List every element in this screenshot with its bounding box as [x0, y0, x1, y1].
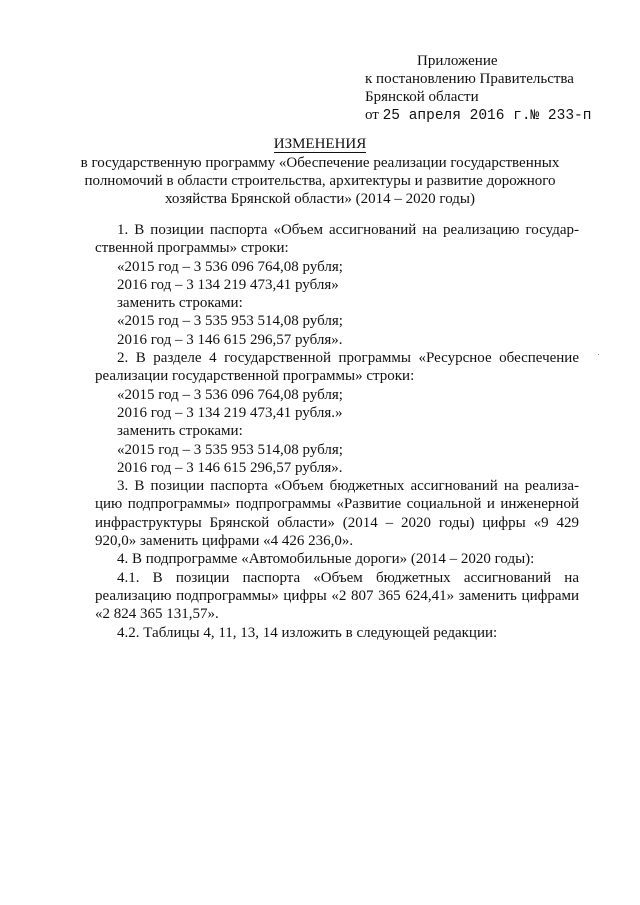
paragraph-3: 3. В позиции паспорта «Объем бюджетных ассигнований на реализацию подпрограммы» подпрограммы «Развитие социальной и инженерной инфраструктуры Брянской области» (2014 – 2020 годы) цифры «9 429 920,0» заменить цифрами «4 426 236,0». [95, 478, 579, 550]
paragraph-1-line-3: заменить строками: [117, 295, 243, 312]
document-title [60, 135, 580, 208]
paragraph-4-1: 4.1. В позиции паспорта «Объем бюджетных ассигнований на реализацию подпрограммы» цифры «2 807 365 624,41» заменить цифрами «2 824 365 131,57». [95, 569, 579, 623]
appendix-decree-line: к постановлению Правительства [365, 71, 574, 87]
paragraph-2-line-4: «2015 год – 3 535 953 514,08 рубля; [117, 441, 343, 458]
title-heading: ИЗМЕНЕНИЯ [273, 136, 367, 152]
appendix-date-prefix: от [365, 107, 379, 123]
paragraph-2-line-2: 2016 год – 3 134 219 473,41 рубля.» [117, 404, 343, 421]
paragraph-4-2: 4.2. Таблицы 4, 11, 13, 14 изложить в следующей редакции: [117, 624, 498, 641]
paragraph-2: 2. В разделе 4 государственной программы «Ресурсное обеспечение реализации государственной программы» строки: [95, 350, 579, 385]
appendix-date-number: 25 апреля 2016 г.№ 233-п [382, 108, 592, 124]
title-line-3: хозяйства Брянской области» (2014 – 2020 годы) [165, 191, 475, 207]
title-line-2: полномочий в области строительства, архитектуры и развитие дорожного [84, 173, 556, 189]
paragraph-1-line-2: 2016 год – 3 134 219 473,41 рубля» [117, 276, 339, 293]
appendix-region-line: Брянской области [365, 89, 479, 105]
document-body [95, 221, 579, 642]
paragraph-1: 1. В позиции паспорта «Объем ассигнований на реализацию государственной программы» строки: [95, 222, 579, 257]
paragraph-1-line-4: «2015 год – 3 535 953 514,08 рубля; [117, 313, 343, 330]
appendix-label: Приложение [417, 53, 498, 69]
paragraph-1-line-1: «2015 год – 3 536 096 764,08 рубля; [117, 258, 343, 275]
paragraph-2-line-3: заменить строками: [117, 423, 243, 440]
title-line-1: в государственную программу «Обеспечение реализации государственных [80, 155, 560, 171]
paragraph-1-line-5: 2016 год – 3 146 615 296,57 рубля». [117, 331, 343, 348]
paragraph-2-line-1: «2015 год – 3 536 096 764,08 рубля; [117, 386, 343, 403]
paragraph-2-line-5: 2016 год – 3 146 615 296,57 рубля». [117, 459, 343, 476]
paragraph-4: 4. В подпрограмме «Автомобильные дороги» (2014 – 2020 годы): [117, 551, 535, 568]
appendix-block [365, 52, 625, 125]
scan-speck [598, 354, 599, 355]
appendix-date-line [365, 106, 625, 125]
